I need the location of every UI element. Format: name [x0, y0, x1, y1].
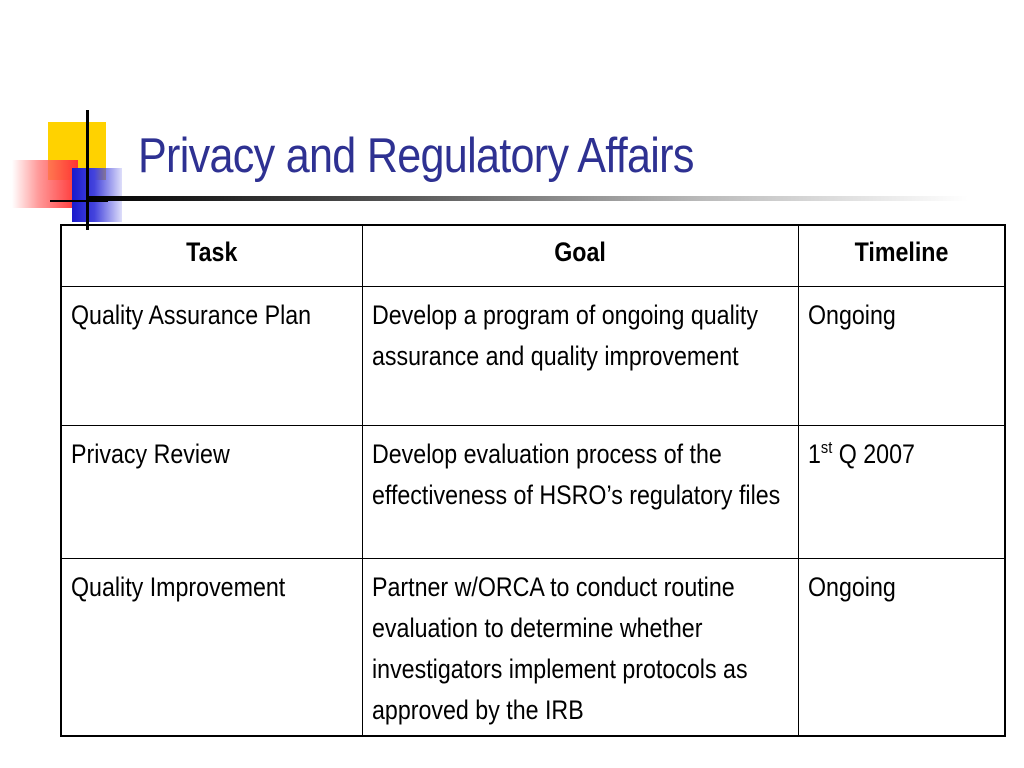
header-task: Task: [61, 225, 362, 287]
timeline-cell: [798, 426, 1005, 559]
table-row: [61, 426, 1005, 559]
tasks-table: [60, 224, 1006, 737]
table-row: [61, 287, 1005, 426]
slide-title: Privacy and Regulatory Affairs: [138, 129, 694, 183]
task-cell: Quality Assurance Plan: [61, 287, 362, 426]
goal-cell: Develop a program of ongoing quality assurance and quality improvement: [362, 287, 798, 426]
goal-cell: Partner w/ORCA to conduct routine evaluation to determine whether investigators implement protocols as approved by the IRB: [362, 559, 798, 737]
task-cell: Quality Improvement: [61, 559, 362, 737]
table-row: [61, 559, 1005, 737]
task-cell: Privacy Review: [61, 426, 362, 559]
goal-cell: Develop evaluation process of the effectiveness of HSRO’s regulatory files: [362, 426, 798, 559]
timeline-ordinal-suffix: st: [820, 438, 832, 457]
timeline-number: 1: [807, 439, 821, 469]
timeline-cell: Ongoing: [798, 559, 1005, 737]
table-header-row: [61, 225, 1005, 287]
logo-vertical-line: [86, 110, 89, 230]
header-goal: Goal: [362, 225, 798, 287]
timeline-cell: Ongoing: [798, 287, 1005, 426]
timeline-quarter: Q 2007: [831, 439, 915, 469]
header-timeline: Timeline: [798, 225, 1005, 287]
title-underline: [88, 196, 968, 201]
logo-blue-square: [72, 168, 122, 222]
